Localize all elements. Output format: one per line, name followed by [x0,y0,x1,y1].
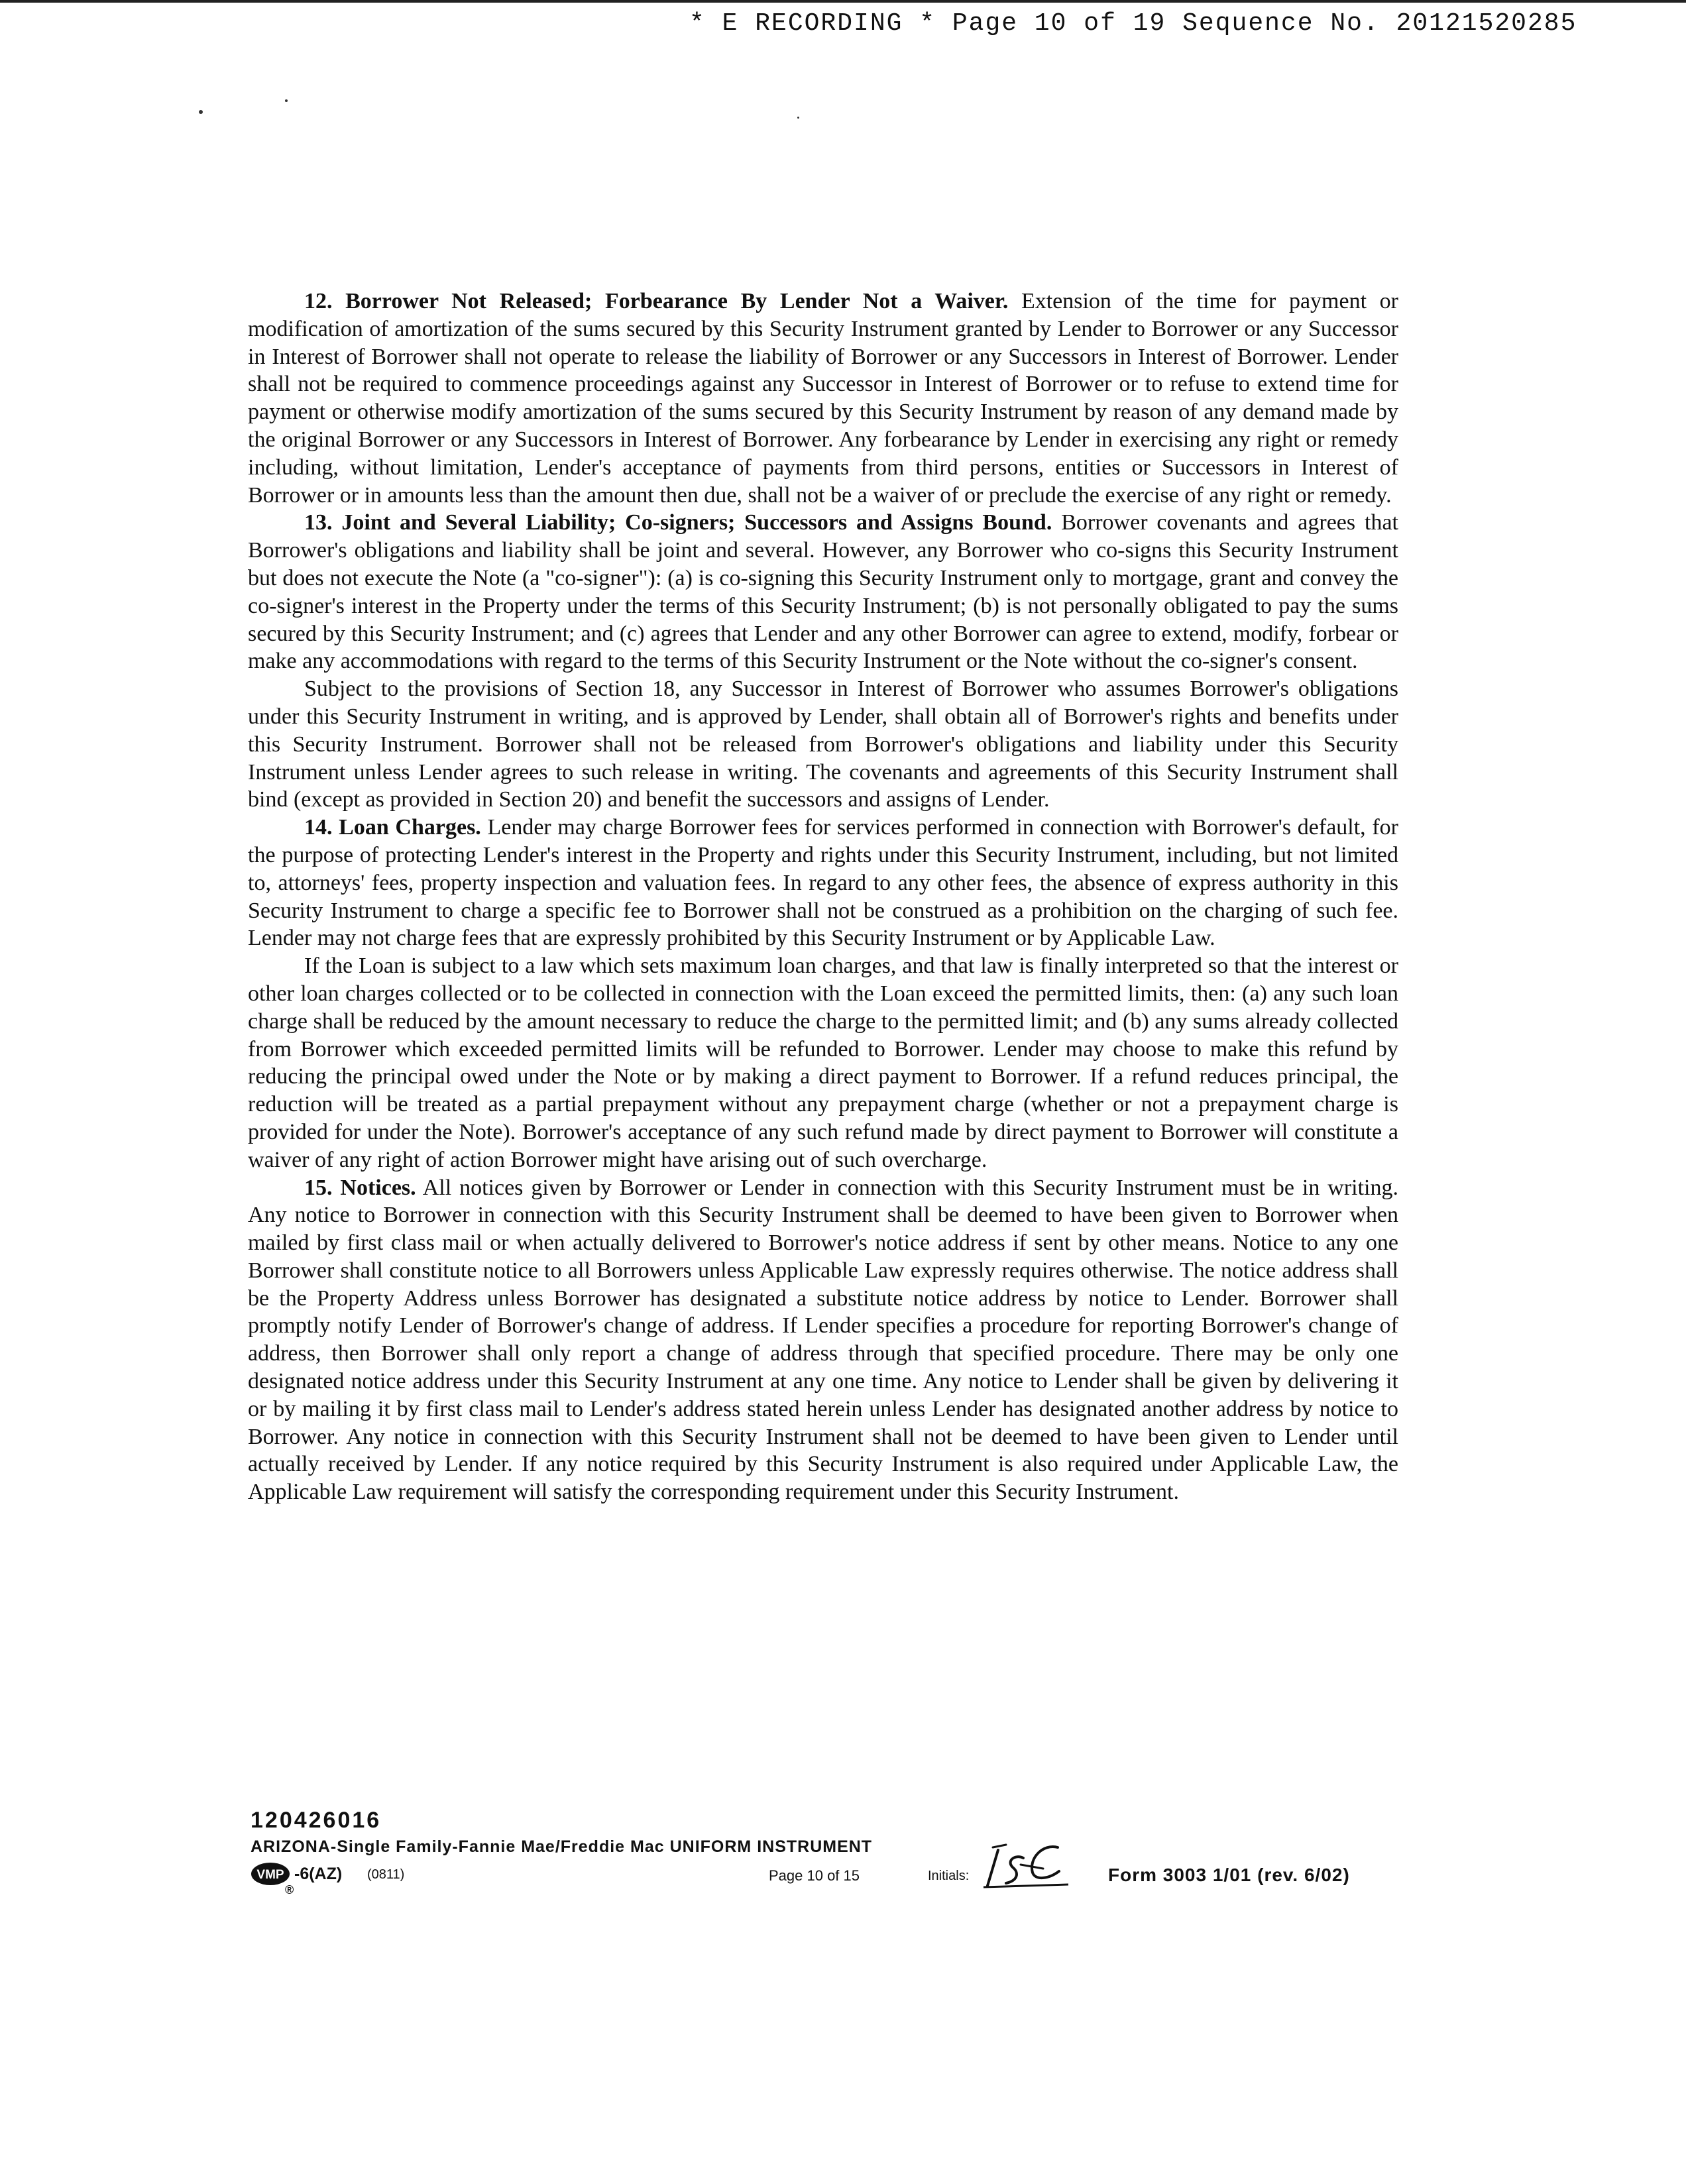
section-12-text: Extension of the time for payment or modification of amortization of the sums secured by this Security Instrument granted by Lender to Borrower or any Successor in Interest of Borrower shall not operate to release the liability of Borrower or any Successors in Interest of Borrower. Lender shall not be required to commence proceedings against any Successor in Interest of Borrower or to refuse to extend time for payment or otherwise modify amortization of the sums secured by this Security Instrument by reason of any demand made by the original Borrower or any Successors in Interest of Borrower. Any forbearance by Lender in exercising any right or remedy including, without limitation, Lender's acceptance of payments from third persons, entities or Successors in Interest of Borrower or in amounts less than the amount then due, shall not be a waiver of or preclude the exercise of any right or remedy. [248,289,1398,508]
vmp-logo-text: VMP [256,1868,284,1882]
form-code: -6(AZ) [294,1865,343,1883]
vmp-logo [251,1862,290,1886]
document-body [248,288,1398,1506]
form-footer [251,1808,1404,1899]
section-14-text: Lender may charge Borrower fees for services performed in connection with Borrower's default, for the purpose of protecting Lender's interest in the Property and rights under this Security Instrument, including, but not limited to, attorneys' fees, property inspection and valuation fees. In regard to any other fees, the absence of express authority in this Security Instrument to charge a specific fee to Borrower shall not be construed as a prohibition on the charging of such fee. Lender may not charge fees that are expressly prohibited by this Security Instrument or by Applicable Law. [248,815,1398,951]
loan-number: 120426016 [251,1808,382,1833]
section-15-text: All notices given by Borrower or Lender in connection with this Security Instrument must be in writing. Any notice to Borrower in connection with this Security Instrument shall be deemed to have been given to Borrower when mailed by first class mail or when actually delivered to Borrower's notice address if sent by other means. Notice to any one Borrower shall constitute notice to all Borrowers unless Applicable Law expressly requires otherwise. The notice address shall be the Property Address unless Borrower has designated a substitute notice address by notice to Lender. Borrower shall promptly notify Lender of Borrower's change of address. If Lender specifies a procedure for reporting Borrower's change of address, then Borrower shall only report a change of address through that specified procedure. There may be only one designated notice address under this Security Instrument at any one time. Any notice to Lender shall be given by delivering it or by mailing it by first class mail to Lender's address stated herein unless Lender has designated another address by notice to Borrower. Any notice in connection with this Security Instrument shall not be deemed to have been given to Lender until actually received by Lender. If any notice required by this Security Instrument is also required under Applicable Law, the Applicable Law requirement will satisfy the corresponding requirement under this Security Instrument. [248,1175,1398,1505]
section-13-paragraph-2: Subject to the provisions of Section 18, any Successor in Interest of Borrower who assumes Borrower's obligations under this Security Instrument in writing, and is approved by Lender, shall obtain all of Borrower's rights and benefits under this Security Instrument. Borrower shall not be released from Borrower's obligations and liability under this Security Instrument unless Lender agrees to such release in writing. The covenants and agreements of this Security Instrument shall bind (except as provided in Section 20) and benefit the successors and assigns of Lender. [248,677,1398,812]
section-14 [248,814,1398,952]
section-14-heading: 14. Loan Charges. [304,815,481,840]
section-13 [248,509,1398,675]
top-border-rule [0,0,1686,3]
initials-label: Initials: [928,1869,970,1883]
scan-speck [285,99,288,102]
section-12-heading: 12. Borrower Not Released; Forbearance By Lender Not a Waiver. [304,289,1009,313]
section-13-text: Borrower covenants and agrees that Borrower's obligations and liability shall be joint and several. However, any Borrower who co-signs this Security Instrument but does not execute the Note (a "co-signer"): (a) is co-signing this Security Instrument only to mortgage, grant and convey the co-signer's interest in the Property under the terms of this Security Instrument; (b) is not personally obligated to pay the sums secured by this Security Instrument; and (c) agrees that Lender and any other Borrower can agree to extend, modify, forbear or make any accommodations with regard to the terms of this Security Instrument or the Note without the co-signer's consent. [248,510,1398,674]
registered-mark: ® [285,1883,294,1896]
section-15 [248,1174,1398,1507]
form-number: Form 3003 1/01 (rev. 6/02) [1108,1865,1350,1885]
form-title: ARIZONA-Single Family-Fannie Mae/Freddie Mac UNIFORM INSTRUMENT [251,1837,873,1856]
page-number: Page 10 of 15 [769,1867,860,1884]
scan-speck [797,117,799,119]
section-14-paragraph-2: If the Loan is subject to a law which sets maximum loan charges, and that law is finally interpreted so that the interest or other loan charges collected or to be collected in connection with the Loan exceed the permitted limits, then: (a) any such loan charge shall be reduced by the amount necessary to reduce the charge to the permitted limit; and (b) any sums already collected from Borrower which exceeded permitted limits will be refunded to Borrower. Lender may choose to make this refund by reducing the principal owed under the Note or by making a direct payment to Borrower. If a refund reduces principal, the reduction will be treated as a partial prepayment without any prepayment charge (whether or not a prepayment charge is provided for under the Note). Borrower's acceptance of any such refund made by direct payment to Borrower will constitute a waiver of any right of action Borrower might have arising out of such overcharge. [248,954,1398,1172]
scan-speck [199,110,203,114]
section-15-heading: 15. Notices. [304,1175,416,1200]
form-code-date: (0811) [367,1867,405,1882]
recording-header: * E RECORDING * Page 10 of 19 Sequence No. 20121520285 [689,9,1577,38]
section-13-heading: 13. Joint and Several Liability; Co-signers; Successors and Assigns Bound. [304,510,1052,535]
section-12 [248,288,1398,509]
handwritten-initials [980,1838,1074,1891]
footer-row [251,1859,1404,1899]
